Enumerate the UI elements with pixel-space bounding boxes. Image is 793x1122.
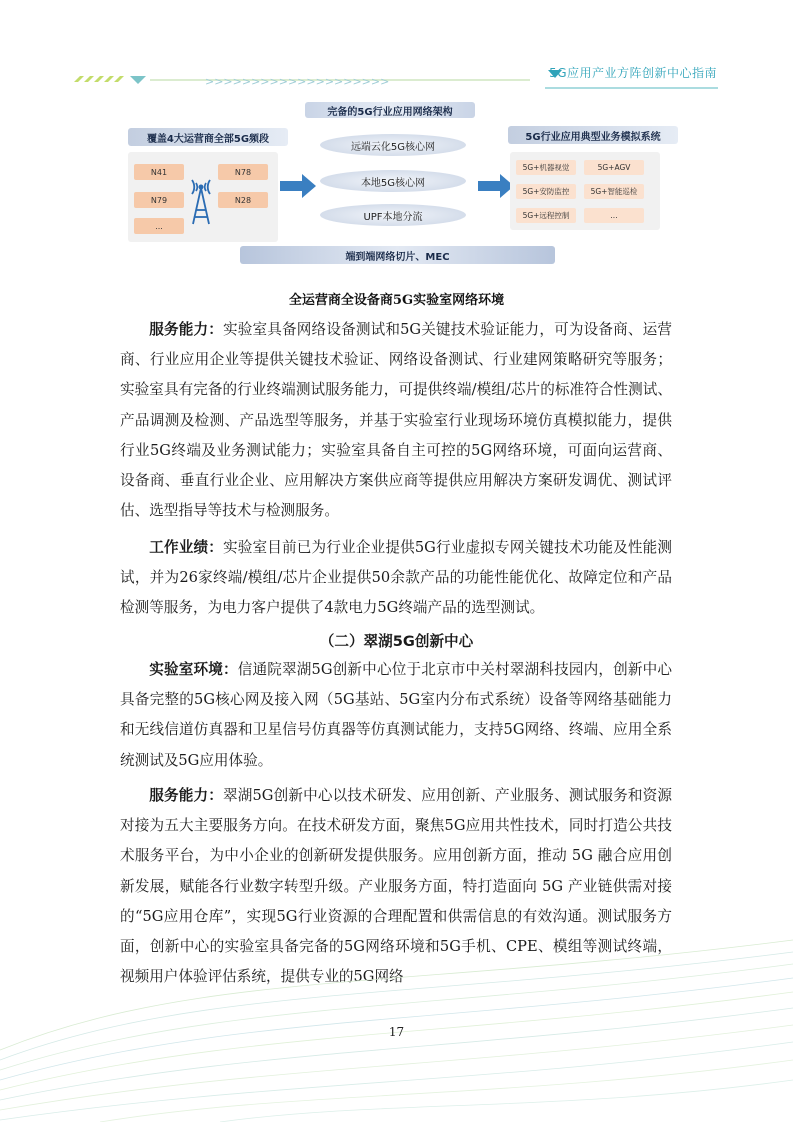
paragraph-text: 信通院翠湖5G创新中心位于北京市中关村翠湖科技园内，创新中心具备完整的5G核心网及接入网（5G基站、5G室内分布式系统）设备等网络基础能力和无线信道仿真器和卫星信号仿真器等仿真测试能力，支持5G网络、终端、应用全系统测试及5G应用体验。 xyxy=(120,661,672,769)
diagram-bottom-label: 端到端网络切片、MEC xyxy=(240,246,555,264)
service-more: ... xyxy=(584,208,644,223)
diagram-left-label: 覆盖4大运营商全部5G频段 xyxy=(128,128,288,146)
network-diagram xyxy=(120,98,680,268)
lead-label: 工作业绩： xyxy=(149,539,223,556)
paragraph-service-capability-1 xyxy=(120,315,672,526)
section-title: （二）翠湖5G创新中心 xyxy=(319,633,474,650)
diagram-top-label: 完备的5G行业应用网络架构 xyxy=(305,102,475,118)
paragraph-text: 翠湖5G创新中心以技术研发、应用创新、产业服务、测试服务和资源对接为五大主要服务方向。在技术研发方面，聚焦5G应用共性技术，同时打造公共技术服务平台，为中小企业的创新研发提供服务。应用创新方面，推动 5G 融合应用创新发展，赋能各行业数字转型升级。产业服务方面，特打造面向 5G 产业链供需对接的“5G应用仓库”，实现5G行业资源的合理配置和供需信息的有效沟通。测试服务方面，创新中心的实验室具备完备的5G网络环境和5G手机、CPE、模组等测试终端，视频用户体验评估系统，提供专业的5G网络 xyxy=(120,787,672,986)
header-title: 5G应用产业方阵创新中心指南 xyxy=(549,66,717,80)
band-n41: N41 xyxy=(134,164,184,180)
lead-label: 实验室环境： xyxy=(149,661,238,678)
core-upf: UPF本地分流 xyxy=(320,204,466,226)
paragraph-text: 实验室具备网络设备测试和5G关键技术验证能力，可为设备商、运营商、行业应用企业等提供关键技术验证、网络设备测试、行业建网策略研究等服务；实验室具有完备的行业终端测试服务能力，可提供终端/模组/芯片的标准符合性测试、产品调测及检测、产品选型等服务，并基于实验室行业现场环境仿真模拟能力，提供行业5G终端及业务测试能力；实验室具备自主可控的5G网络环境，可面向运营商、设备商、垂直行业企业、应用解决方案供应商等提供应用解决方案研发调优、测试评估、选型指导等技术与检测服务。 xyxy=(120,321,672,520)
service-machine-vision: 5G+机器视觉 xyxy=(516,160,576,175)
paragraph-text: 实验室目前已为行业企业提供5G行业虚拟专网关键技术功能及性能测试，并为26家终端/模组/芯片企业提供50余款产品的功能性能优化、故障定位和产品检测等服务，为电力客户提供了4款电力5G终端产品的选型测试。 xyxy=(120,539,672,617)
page-number: 17 xyxy=(388,1025,405,1039)
lead-label: 服务能力： xyxy=(149,787,223,804)
right-arrow-icon xyxy=(280,174,316,198)
band-more: ... xyxy=(134,218,184,234)
service-agv: 5G+AGV xyxy=(584,160,644,175)
service-remote-control: 5G+远程控制 xyxy=(516,208,576,223)
lead-label: 服务能力： xyxy=(149,321,223,338)
band-n78: N78 xyxy=(218,164,268,180)
service-inspection: 5G+智能巡检 xyxy=(584,184,644,199)
diagram-right-label: 5G行业应用典型业务模拟系统 xyxy=(508,126,678,144)
header-band xyxy=(0,0,793,100)
paragraph-lab-environment xyxy=(120,655,672,776)
band-n28: N28 xyxy=(218,192,268,208)
svg-text:>>>>>>>>>>>>>>>>>>>>: >>>>>>>>>>>>>>>>>>>> xyxy=(205,75,390,88)
core-remote-cloud: 远端云化5G核心网 xyxy=(320,134,466,156)
band-n79: N79 xyxy=(134,192,184,208)
core-local: 本地5G核心网 xyxy=(320,170,466,192)
figure-caption: 全运营商全设备商5G实验室网络环境 xyxy=(288,293,505,308)
antenna-tower-icon xyxy=(186,170,216,226)
right-arrow-icon xyxy=(478,174,514,198)
paragraph-achievements xyxy=(120,533,672,624)
service-security: 5G+安防监控 xyxy=(516,184,576,199)
